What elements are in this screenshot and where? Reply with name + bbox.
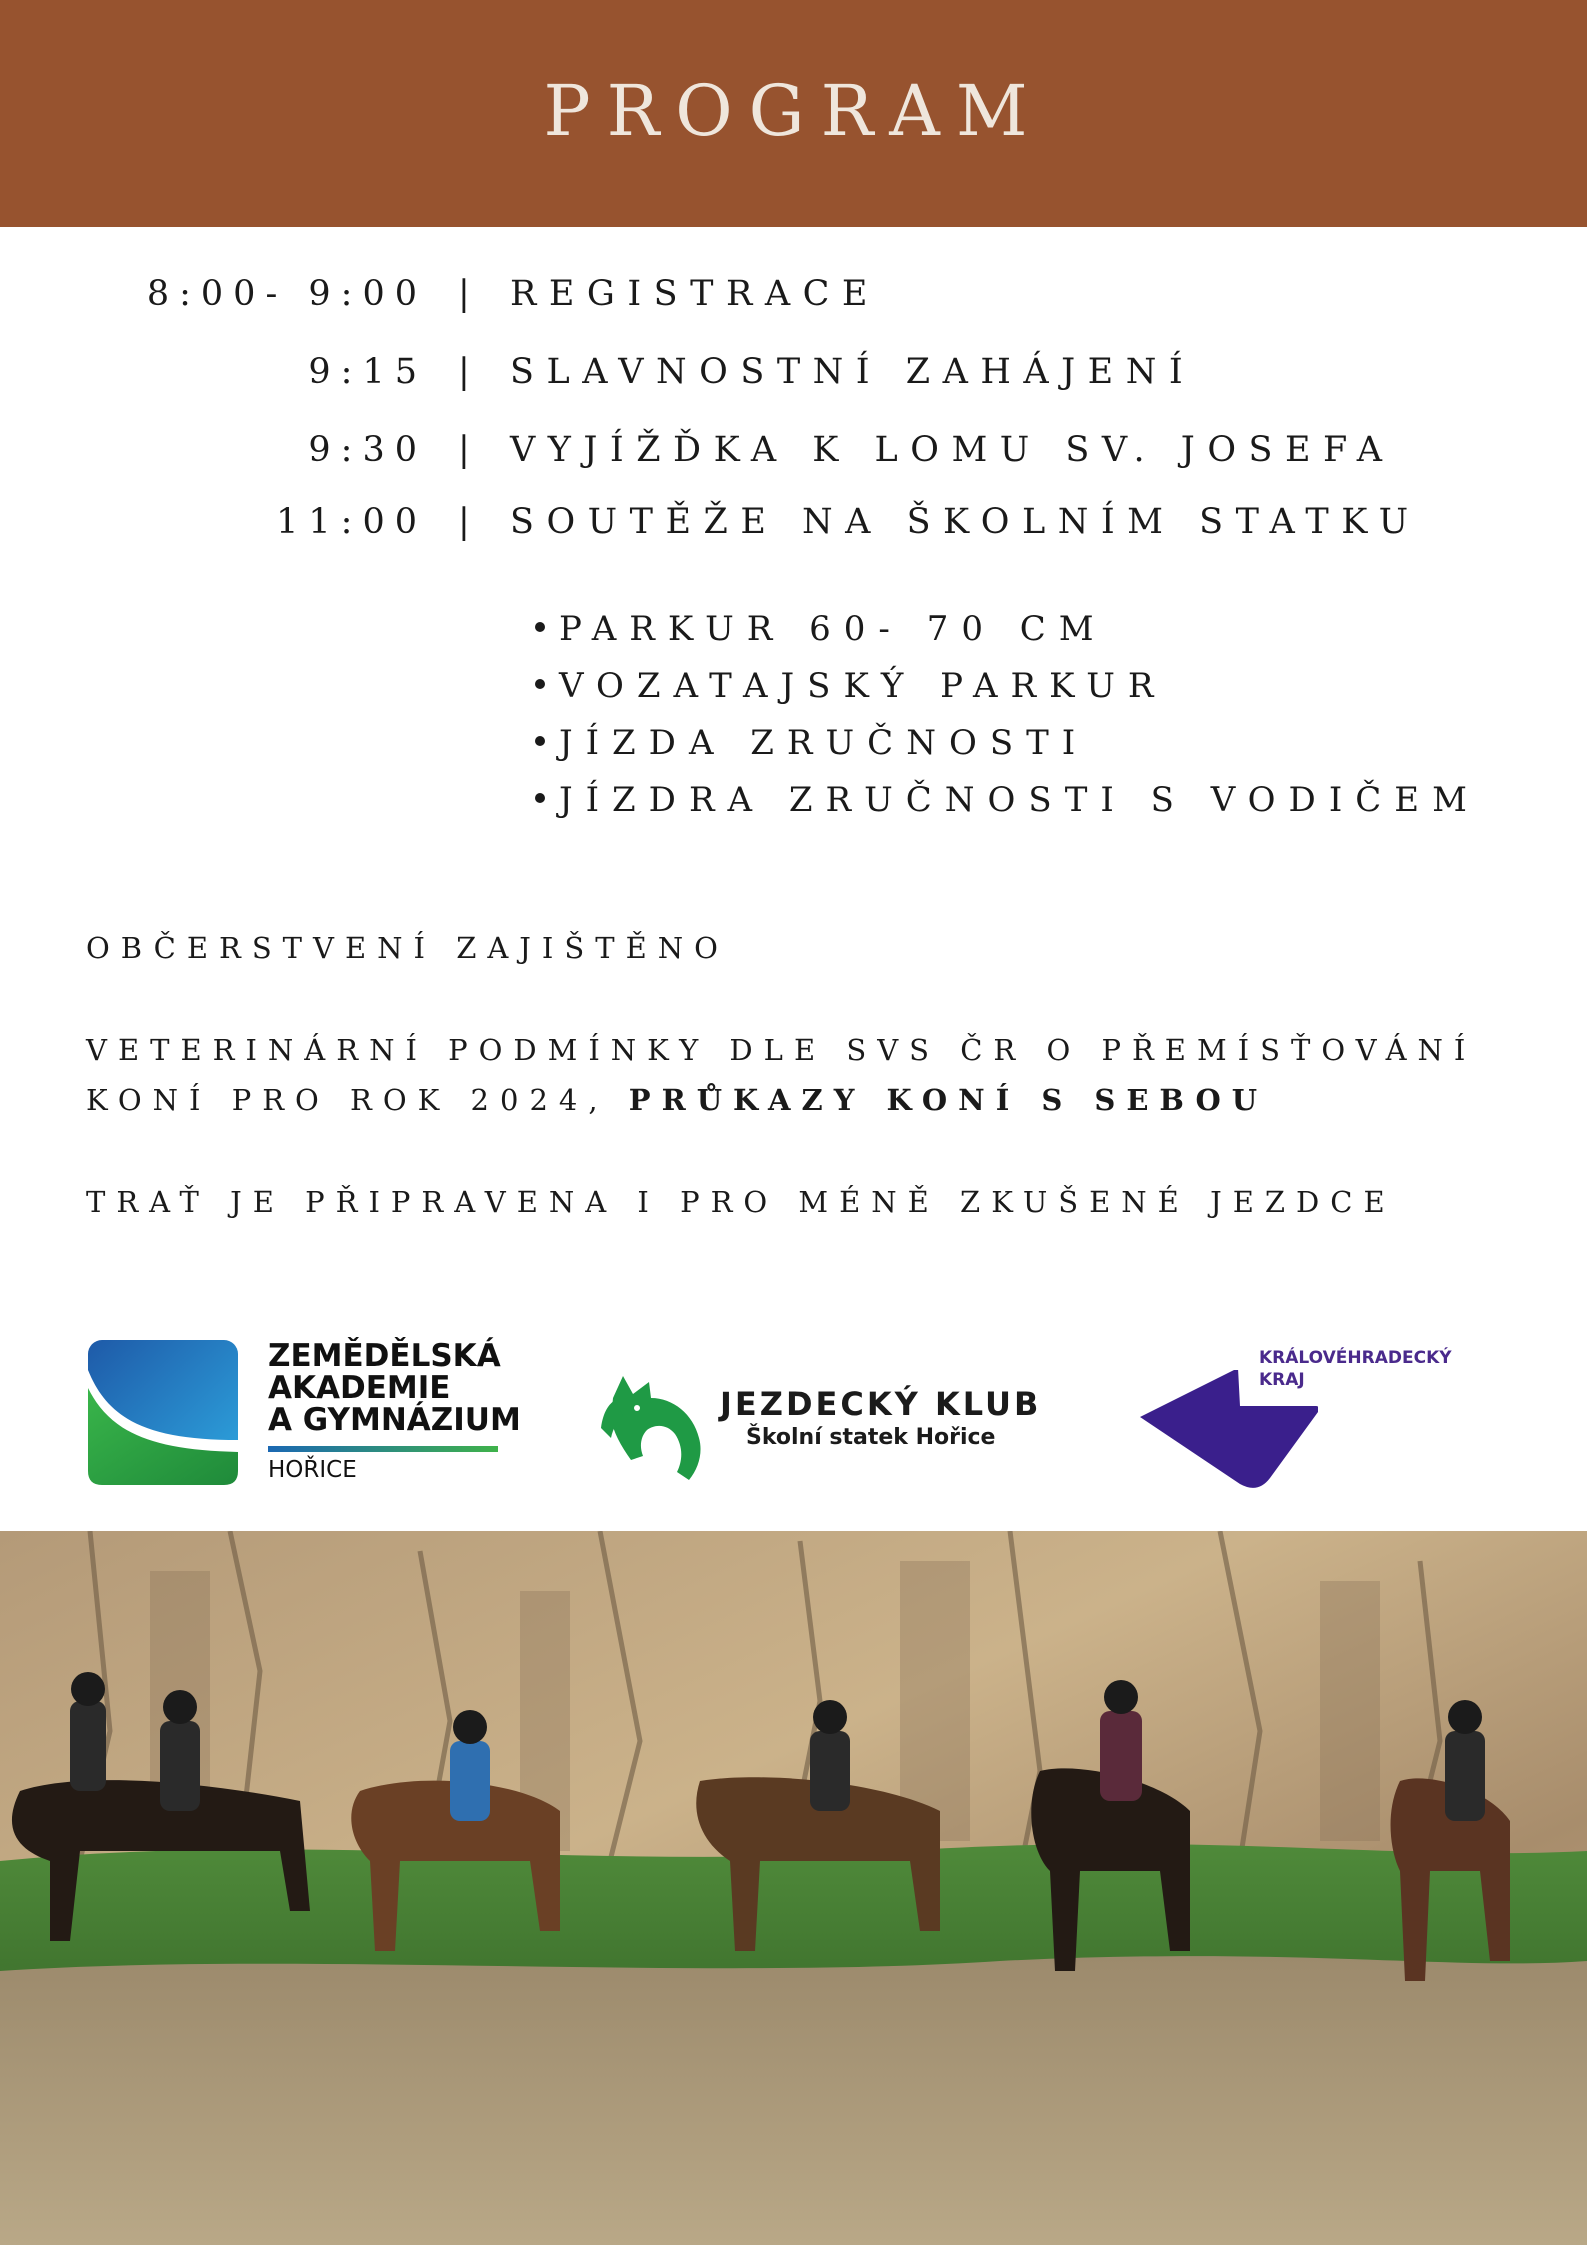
- vet-note-bold: PRŮKAZY KONÍ S SEBOU: [628, 1083, 1269, 1117]
- region-name-line: KRÁLOVÉHRADECKÝ: [1259, 1348, 1452, 1368]
- region-name-line: KRAJ: [1259, 1370, 1305, 1390]
- page-title: PROGRAM: [543, 70, 1044, 152]
- schedule-activity: VYJÍŽĎKA K LOMU SV. JOSEFA: [510, 430, 1395, 470]
- vet-note-line2: [86, 1080, 1268, 1120]
- refreshments-note: OBČERSTVENÍ ZAJIŠTĚNO: [86, 931, 729, 965]
- list-item-label: PARKUR 60- 70 CM: [559, 609, 1107, 649]
- club-title: JEZDECKÝ KLUB: [720, 1385, 1042, 1423]
- schedule-row: [0, 428, 1587, 472]
- riders-photo: [0, 1531, 1587, 2245]
- track-note: TRAŤ JE PŘIPRAVENA I PRO MÉNĚ ZKUŠENÉ JEZDCE: [86, 1185, 1396, 1219]
- schedule-time: 9:15: [308, 352, 427, 392]
- bullet-icon: [535, 736, 545, 746]
- bullet-icon: [535, 679, 545, 689]
- bullet-icon: [535, 622, 545, 632]
- vet-note-line1: VETERINÁRNÍ PODMÍNKY DLE SVS ČR O PŘEMÍSŤOVÁNÍ: [86, 1033, 1477, 1067]
- schedule-time: 11:00: [276, 502, 427, 542]
- region-name: [1259, 1347, 1452, 1391]
- academy-name-line: AKADEMIE: [268, 1370, 451, 1406]
- header-banner: [0, 0, 1587, 227]
- schedule-activity: REGISTRACE: [510, 274, 880, 314]
- schedule-row: [0, 350, 1587, 394]
- academy-logo-icon: [88, 1340, 238, 1485]
- schedule-activity: SLAVNOSTNÍ ZAHÁJENÍ: [510, 352, 1196, 392]
- list-item-label: JÍZDA ZRUČNOSTI: [559, 723, 1089, 763]
- horse-head-icon: [593, 1368, 711, 1486]
- list-item: [535, 778, 1480, 822]
- list-item: [535, 721, 1088, 765]
- schedule-row: [0, 500, 1587, 544]
- schedule-separator: |: [458, 430, 470, 470]
- club-subtitle: Školní statek Hořice: [746, 1425, 996, 1450]
- schedule-time: 8:00- 9:00: [146, 274, 427, 314]
- schedule-time: 9:30: [308, 430, 427, 470]
- schedule-separator: |: [458, 502, 470, 542]
- list-item: [535, 607, 1107, 651]
- list-item: [535, 664, 1167, 708]
- academy-city: HOŘICE: [268, 1457, 357, 1483]
- schedule-separator: |: [458, 274, 470, 314]
- list-item-label: JÍZDRA ZRUČNOSTI S VODIČEM: [559, 780, 1480, 820]
- academy-name-line: A GYMNÁZIUM: [268, 1402, 521, 1438]
- schedule-separator: |: [458, 352, 470, 392]
- bullet-icon: [535, 793, 545, 803]
- academy-divider: [268, 1446, 498, 1452]
- schedule-activity: SOUTĚŽE NA ŠKOLNÍM STATKU: [510, 502, 1421, 542]
- academy-name: [268, 1340, 521, 1436]
- list-item-label: VOZATAJSKÝ PARKUR: [559, 666, 1167, 706]
- schedule-row: [0, 272, 1587, 316]
- vet-note-plain: KONÍ PRO ROK 2024,: [86, 1083, 629, 1117]
- academy-name-line: ZEMĚDĚLSKÁ: [268, 1338, 501, 1374]
